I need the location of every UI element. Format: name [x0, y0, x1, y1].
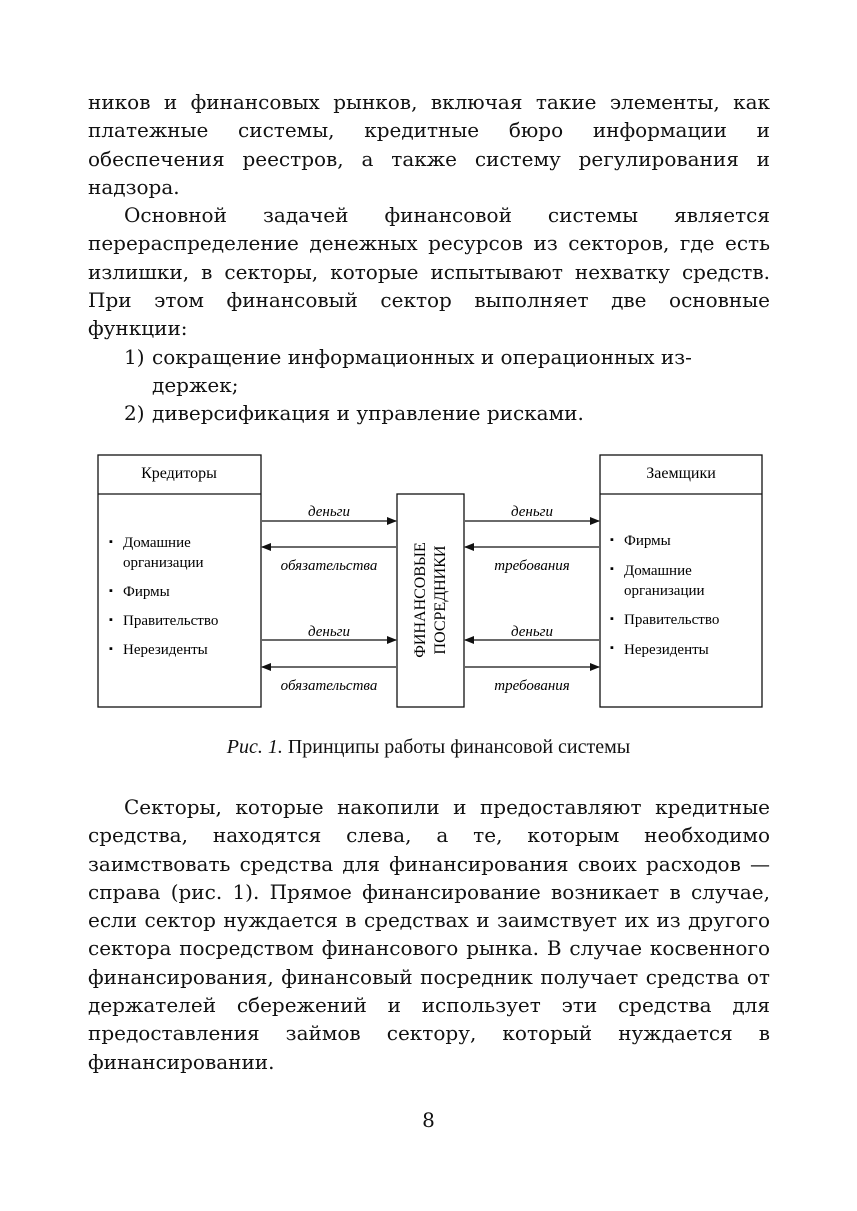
figure-caption [0, 736, 857, 759]
bullet: ▪ [109, 585, 113, 597]
bullet: ▪ [109, 643, 113, 655]
bullet: ▪ [109, 536, 113, 548]
label-claims-right-bottom: требования [494, 678, 570, 694]
list-number-2: 2) [124, 401, 145, 425]
bullet: ▪ [610, 613, 614, 625]
creditor-government: Правительство [123, 613, 219, 629]
page-number: 8 [422, 1108, 435, 1132]
paragraph-main-task: Основной задачей финансовой системы является перераспределение денежных ресурсов из секторов, где есть излишки, в секторы, которые испытывают нехватку средств. При этом финансовый сектор выполняет две основные функции: [88, 203, 770, 341]
creditors-box [98, 455, 261, 707]
intermediaries-label-line2: ПОСРЕДНИКИ [432, 545, 449, 655]
creditor-firms: Фирмы [123, 584, 170, 600]
intermediaries-box [397, 494, 464, 707]
list-text-2: диверсификация и управление рисками. [152, 401, 584, 425]
list-text-1a: сокращение информационных и операционных из- [152, 345, 692, 369]
figure-label: Рис. 1. [226, 736, 283, 758]
creditor-nonresidents: Нерезиденты [123, 642, 208, 658]
label-obligations-left-bottom: обязательства [280, 678, 378, 694]
bullet: ▪ [109, 614, 113, 626]
paragraph-sectors: Секторы, которые накопили и предоставляют кредитные средства, находятся слева, а те, которым необходимо заимствовать средства для финансирования своих расходов — справа (рис. 1). Прямое финансирование возникает в случае, если сектор нуждается в средствах и заимствует их из другого сектора посредством финансового рынка. В случае косвенного финансирования, финансовый посредник получает средства от держателей сбережений и использует эти средства для предоставления займов сектору, который нуждается в финансировании. [88, 795, 770, 1074]
borrower-firms: Фирмы [624, 533, 671, 549]
creditor-households-line2: организации [123, 555, 204, 571]
label-money-right-top: деньги [510, 504, 554, 520]
creditors-title: Кредиторы [141, 465, 217, 482]
borrower-households-line1: Домашние [624, 563, 692, 579]
bullet: ▪ [610, 642, 614, 654]
figure-title: Принципы работы финансовой системы [282, 736, 631, 758]
paragraph-intro: ников и финансовых рынков, включая такие элементы, как платежные системы, кредитные бюро информации и обеспечения реестров, а также систему регулирования и надзора. [88, 90, 770, 199]
borrowers-box [600, 455, 762, 707]
right-flows [465, 504, 599, 694]
borrower-nonresidents: Нерезиденты [624, 642, 709, 658]
label-money-left-top: деньги [307, 504, 351, 520]
label-money-left-bottom: деньги [307, 624, 351, 640]
borrower-government: Правительство [624, 612, 720, 628]
list-number-1: 1) [124, 345, 145, 369]
label-obligations-left-top: обязательства [280, 558, 378, 574]
list-text-1b: держек; [152, 373, 239, 398]
label-money-right-bottom: деньги [510, 624, 554, 640]
creditor-households-line1: Домашние [123, 535, 191, 551]
bullet: ▪ [610, 563, 614, 575]
label-claims-right-top: требования [494, 558, 570, 574]
borrower-households-line2: организации [624, 583, 705, 599]
intermediaries-label-line1: ФИНАНСОВЫЕ [412, 542, 429, 658]
bullet: ▪ [610, 534, 614, 546]
left-flows [262, 504, 396, 694]
borrowers-title: Заемщики [646, 465, 716, 482]
